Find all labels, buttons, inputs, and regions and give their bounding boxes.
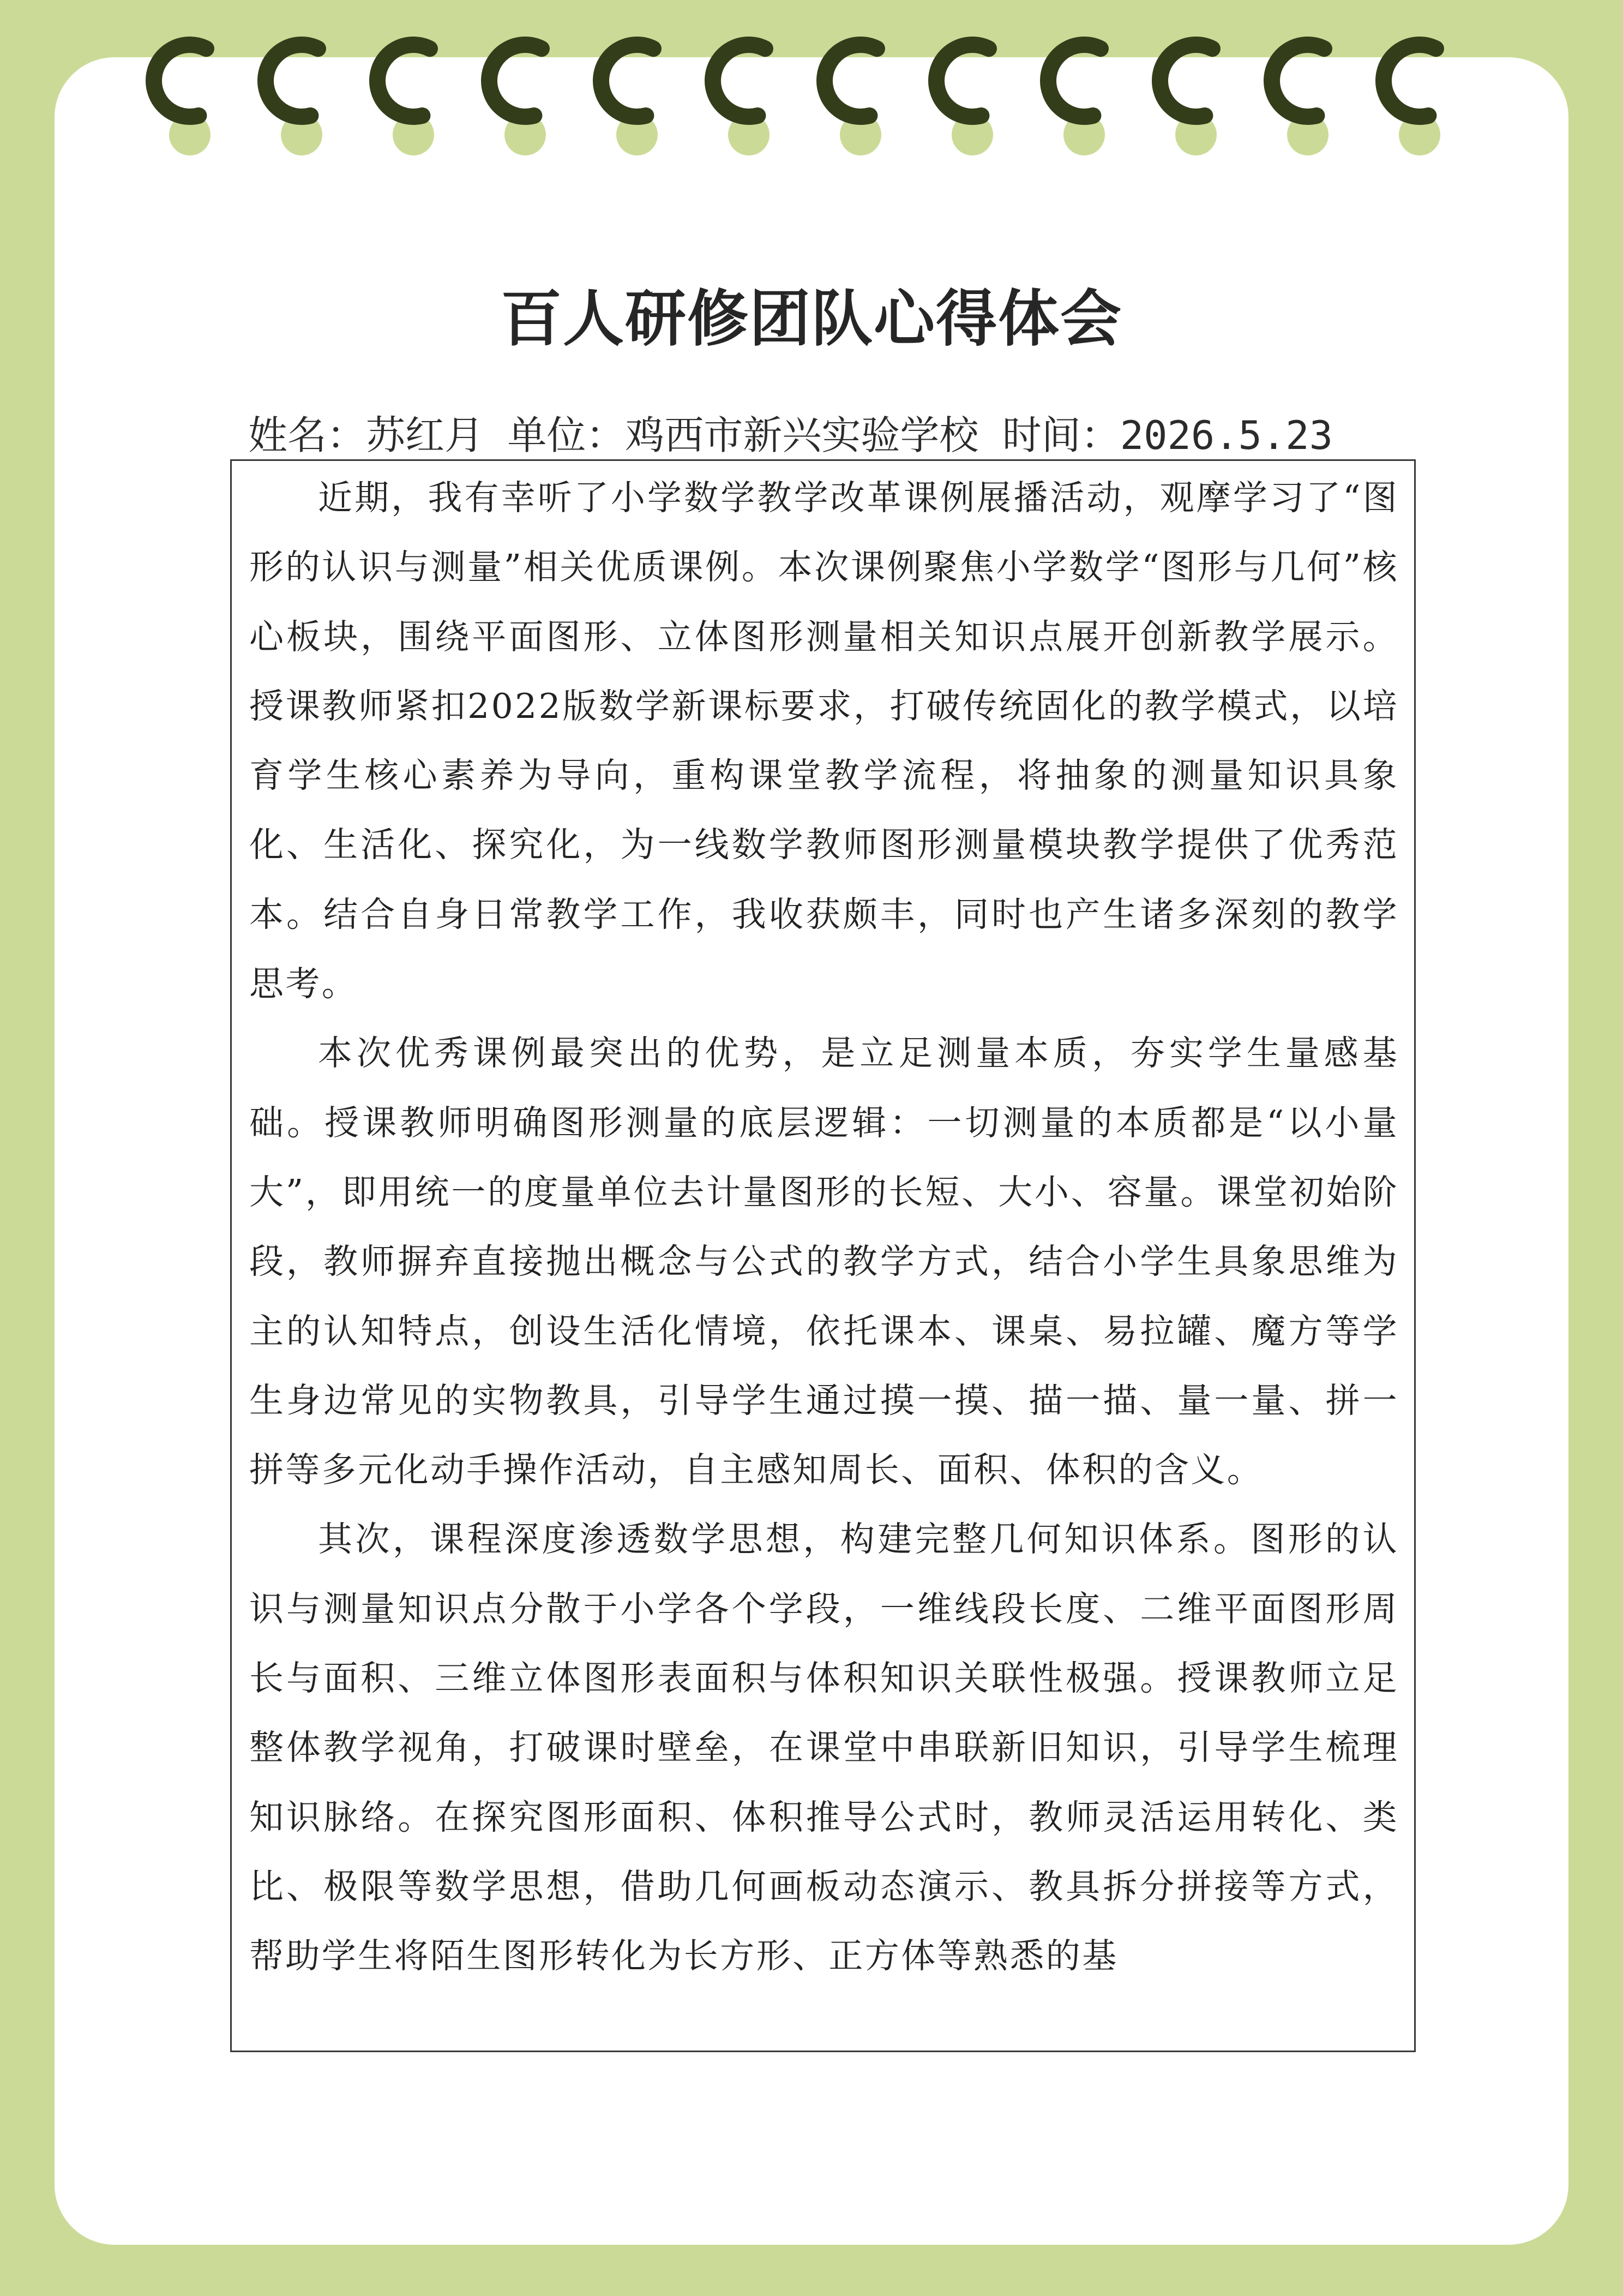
time-label: 时间： <box>1002 412 1120 458</box>
binding-ring <box>154 45 206 117</box>
binding-ring <box>1384 45 1436 117</box>
binding-ring <box>1272 45 1324 117</box>
binding-ring <box>825 45 877 117</box>
binding-ring <box>936 45 989 117</box>
essay-body <box>230 459 1416 2052</box>
author-name: 苏红月 <box>366 412 484 458</box>
binding-ring <box>489 45 542 117</box>
binding-ring <box>377 45 430 117</box>
binding-ring <box>601 45 653 117</box>
document-title: 百人研修团队心得体会 <box>501 283 1122 355</box>
author-info-line <box>248 404 1410 460</box>
binding-ring <box>266 45 318 117</box>
author-unit: 鸡西市新兴实验学校 <box>625 412 979 458</box>
paragraph-2: 本次优秀课例最突出的优势，是立足测量本质，夯实学生量感基础。授课教师明确图形测量的底层逻辑：一切测量的本质都是“以小量大”，即用统一的度量单位去计量图形的长短、大小、容量。课堂初始阶段，教师摒弃直接抛出概念与公式的教学方式，结合小学生具象思维为主的认知特点，创设生活化情境，依托课本、课桌、易拉罐、魔方等学生身边常见的实物教具，引导学生通过摸一摸、描一描、量一量、拼一拼等多元化动手操作活动，自主感知周长、面积、体积的含义。 <box>249 1033 1399 1490</box>
spiral-binding <box>0 0 1623 175</box>
binding-ring <box>713 45 765 117</box>
unit-label: 单位： <box>507 412 626 458</box>
name-label: 姓名： <box>248 412 366 458</box>
paragraph-3: 其次，课程深度渗透数学思想，构建完整几何知识体系。图形的认识与测量知识点分散于小学各个学段，一维线段长度、二维平面图形周长与面积、三维立体图形表面积与体积知识关联性极强。授课教师立足整体教学视角，打破课时壁垒，在课堂中串联新旧知识，引导学生梳理知识脉络。在探究图形面积、体积推导公式时，教师灵活运用转化、类比、极限等数学思想，借助几何画板动态演示、教具拆分拼接等方式，帮助学生将陌生图形转化为长方形、正方体等熟悉的基 <box>249 1519 1399 1976</box>
paragraph-1: 近期，我有幸听了小学数学教学改革课例展播活动，观摩学习了“图形的认识与测量”相关优质课例。本次课例聚焦小学数学“图形与几何”核心板块，围绕平面图形、立体图形测量相关知识点展开创新教学展示。授课教师紧扣2022版数学新课标要求，打破传统固化的教学模式，以培育学生核心素养为导向，重构课堂教学流程，将抽象的测量知识具象化、生活化、探究化，为一线数学教师图形测量模块教学提供了优秀范本。结合自身日常教学工作，我收获颇丰，同时也产生诸多深刻的教学思考。 <box>249 478 1399 1004</box>
binding-ring <box>1048 45 1101 117</box>
document-date: 2026.5.23 <box>1120 412 1333 458</box>
binding-ring <box>1160 45 1212 117</box>
